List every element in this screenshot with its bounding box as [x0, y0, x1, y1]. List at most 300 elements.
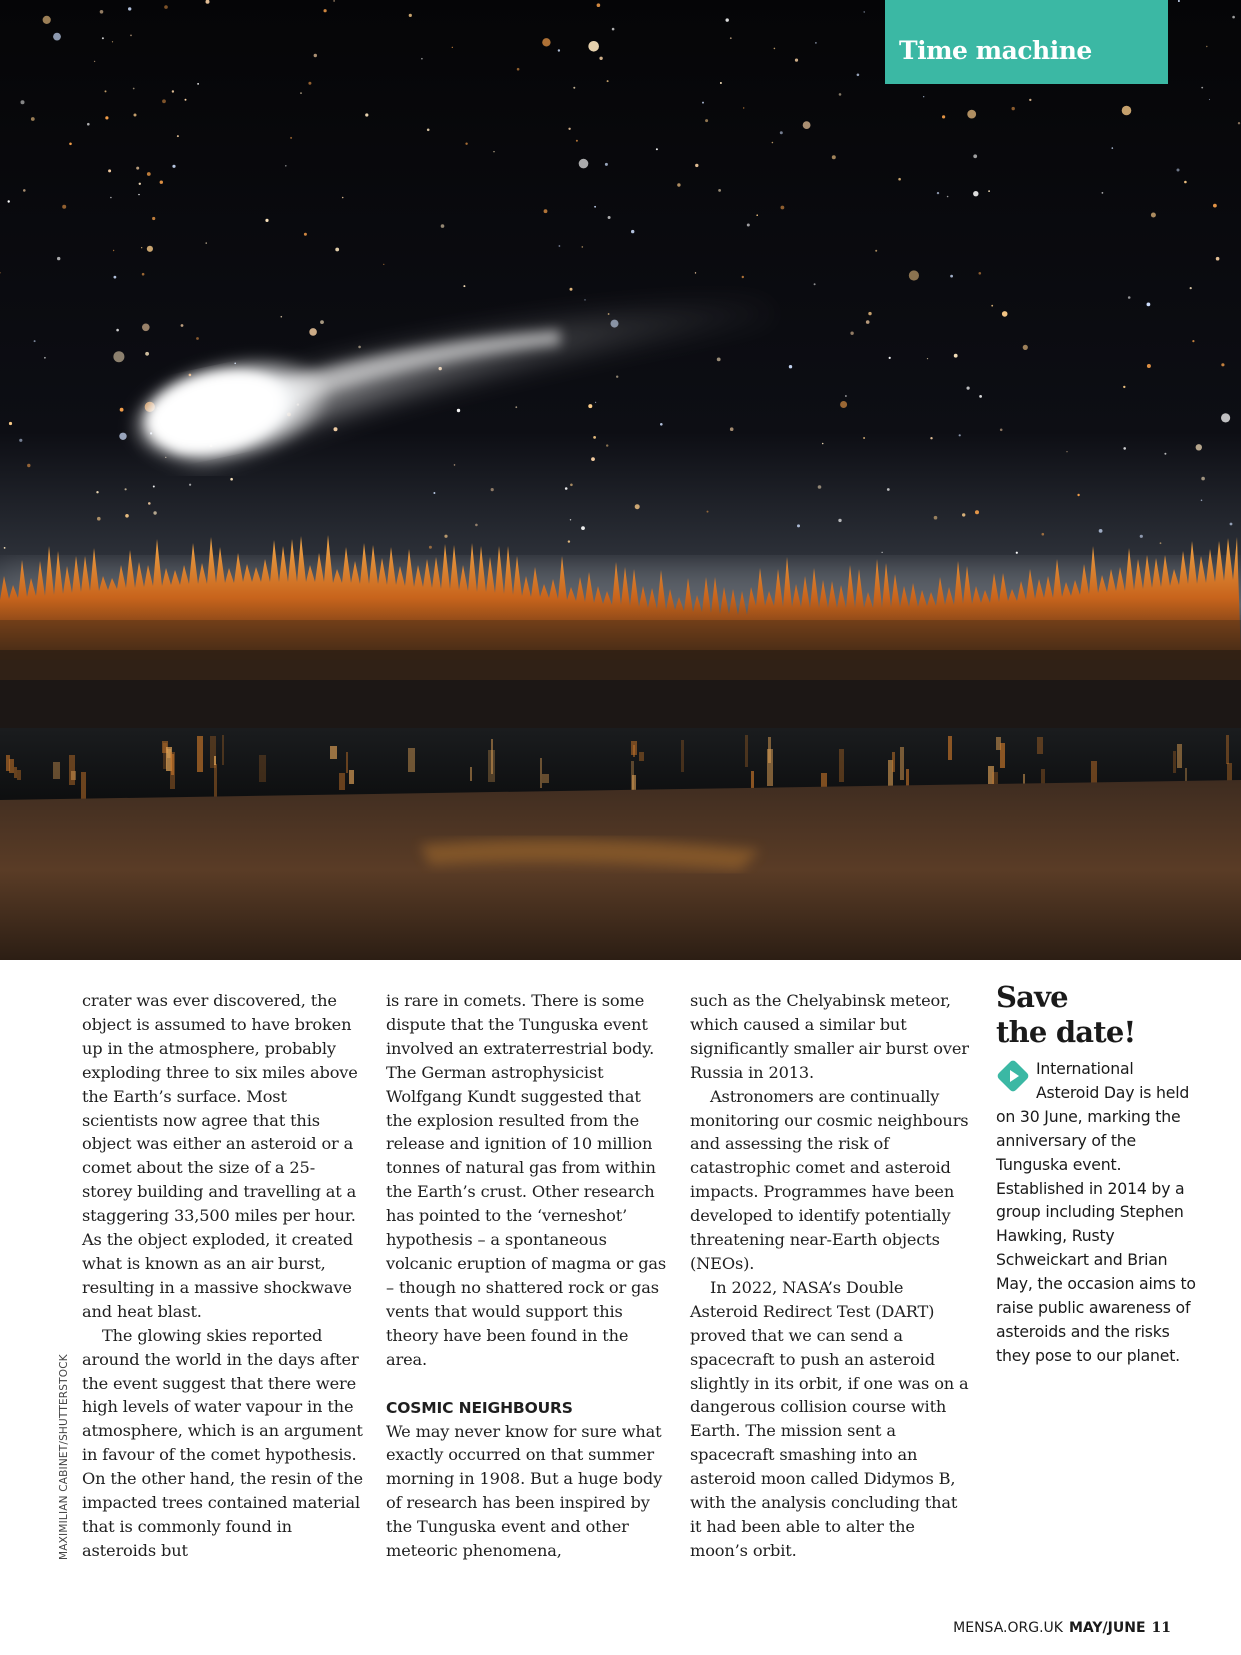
water-reflection	[349, 770, 354, 784]
star	[1077, 494, 1079, 496]
paragraph: Astronomers are continually monitoring our cosmic neighbours and assessing the risk of catastrophic comet and asteroid impacts. Programmes have been developed to identify potentially threatening near-Earth objects (NEOs).	[690, 1086, 969, 1273]
water-reflection	[214, 756, 216, 765]
star	[147, 246, 153, 252]
star	[576, 140, 578, 142]
star	[950, 275, 953, 278]
star	[1016, 552, 1018, 554]
star	[882, 552, 883, 553]
star	[475, 524, 478, 527]
star	[44, 357, 46, 359]
star	[100, 10, 104, 14]
star	[845, 395, 847, 397]
water-reflection	[171, 754, 174, 775]
star	[1201, 500, 1203, 502]
star	[979, 395, 982, 398]
star	[304, 233, 307, 236]
star	[839, 93, 842, 96]
water-reflection	[1091, 761, 1097, 785]
star	[206, 242, 207, 243]
water-reflection	[1177, 744, 1182, 768]
star	[133, 88, 135, 90]
star	[493, 151, 494, 152]
star	[875, 250, 877, 252]
star	[136, 167, 139, 170]
sidebar-body: International Asteroid Day is held on 30 June, marking the anniversary of the Tunguska event. Established in 2014 by a group including Stephen Hawking, Rusty Schweickart and Brian May, the occasion aims to raise public awareness of asteroids and the risks they pose to our planet.	[996, 1059, 1196, 1365]
star	[105, 116, 108, 119]
star	[1221, 413, 1230, 422]
star	[612, 28, 615, 31]
paragraph: such as the Chelyabinsk meteor, which caused a similar but significantly smaller air burst over Russia in 2013.	[690, 991, 969, 1082]
star	[962, 513, 965, 516]
star	[570, 288, 573, 291]
water-reflection	[633, 745, 635, 757]
star	[772, 142, 774, 144]
star	[631, 230, 634, 233]
star	[705, 119, 708, 122]
water-reflection	[222, 735, 224, 765]
article-column-3	[690, 989, 972, 1563]
star	[335, 248, 339, 252]
star	[189, 484, 191, 486]
star	[803, 121, 811, 129]
article-column-1	[82, 989, 364, 1563]
star	[818, 485, 822, 489]
star	[717, 358, 721, 362]
star	[1112, 147, 1114, 149]
water-reflection	[542, 774, 549, 783]
water-reflection	[1000, 743, 1005, 768]
section-tag: Time machine	[885, 0, 1168, 84]
star	[43, 16, 51, 24]
star	[635, 504, 640, 509]
star	[181, 324, 184, 327]
star	[616, 376, 618, 378]
star	[838, 519, 841, 522]
star	[342, 197, 344, 199]
page-number: 11	[1151, 1620, 1171, 1636]
star	[544, 209, 548, 213]
star	[34, 340, 36, 342]
star	[898, 178, 901, 181]
star	[162, 99, 166, 103]
star	[457, 409, 460, 412]
water-reflection	[408, 748, 415, 772]
star	[1023, 345, 1028, 350]
star	[695, 272, 696, 273]
star	[138, 194, 139, 195]
star	[145, 352, 149, 356]
star	[333, 0, 335, 2]
star	[840, 401, 847, 408]
star	[69, 143, 72, 146]
star	[864, 11, 865, 12]
star	[119, 433, 126, 440]
water-reflection	[821, 773, 827, 787]
star	[591, 457, 595, 461]
star	[1177, 169, 1180, 172]
star	[19, 439, 22, 442]
water-reflection	[259, 755, 266, 782]
star	[1201, 87, 1203, 89]
water-reflection	[745, 735, 748, 767]
star	[559, 245, 561, 247]
save-the-date-sidebar	[996, 980, 1196, 1368]
article-column-2	[386, 989, 668, 1563]
star	[314, 54, 317, 57]
water-reflection	[639, 752, 644, 761]
star	[265, 219, 268, 222]
star	[570, 519, 571, 520]
star	[991, 305, 993, 307]
sidebar-text	[996, 1057, 1196, 1368]
star	[491, 488, 494, 491]
star	[164, 5, 168, 9]
star	[756, 214, 758, 216]
water-reflection	[17, 770, 21, 780]
star	[730, 427, 734, 431]
star	[429, 546, 432, 549]
star	[581, 526, 585, 530]
star	[177, 135, 179, 137]
star	[153, 486, 155, 488]
star	[324, 9, 327, 12]
star	[558, 49, 560, 51]
star	[584, 299, 585, 300]
star	[116, 329, 119, 332]
star	[517, 68, 520, 71]
star	[1221, 363, 1224, 366]
footer-site: MENSA.ORG.UK	[953, 1620, 1063, 1636]
star	[1029, 99, 1031, 101]
star	[1123, 447, 1126, 450]
footer-issue: MAY/JUNE	[1068, 1620, 1146, 1636]
star	[1230, 523, 1233, 526]
star	[568, 128, 570, 130]
star	[309, 328, 317, 336]
star	[197, 83, 199, 85]
star	[130, 35, 132, 37]
photo-credit: MAXIMILIAN CABINET/SHUTTERSTOCK	[58, 1354, 70, 1560]
star	[383, 264, 384, 265]
star	[588, 41, 599, 52]
star	[320, 320, 324, 324]
water-reflection	[470, 767, 472, 781]
star	[1099, 529, 1103, 533]
subheading: COSMIC NEIGHBOURS	[386, 1398, 573, 1417]
star	[1122, 106, 1132, 116]
star	[62, 205, 66, 209]
water-reflection	[1226, 735, 1229, 764]
star	[947, 196, 949, 198]
star	[196, 337, 199, 340]
water-reflection	[491, 739, 493, 774]
play-icon	[996, 1059, 1030, 1093]
star	[465, 143, 467, 145]
star	[1000, 429, 1003, 432]
star	[102, 37, 104, 39]
star	[21, 100, 25, 104]
water-reflection	[53, 762, 60, 779]
star	[110, 197, 112, 199]
star	[582, 246, 584, 248]
paragraph: We may never know for sure what exactly occurred on that summer morning in 1908. But a huge body of research has been inspired by the Tunguska event and other meteoric phenomena,	[386, 1421, 663, 1561]
star	[850, 332, 853, 335]
star	[780, 131, 783, 134]
star	[695, 164, 698, 167]
star	[139, 183, 141, 185]
star	[565, 487, 568, 490]
star	[427, 129, 430, 132]
water-reflection	[751, 771, 754, 789]
water-reflection	[71, 771, 76, 780]
paragraph: crater was ever discovered, the object is assumed to have broken up in the atmosphere, probably exploding three to six miles above the Earth’s surface. Most scientists now agree that this object was either an asteroid or a comet about the size of a 25-storey building and travelling at a staggering 33,500 miles per hour. As the object exploded, it created what is known as an air burst, resulting in a massive shockwave and heat blast.	[82, 991, 358, 1321]
paragraph: In 2022, NASA’s Double Asteroid Redirect Test (DART) proved that we can send a spacecraft to push an asteroid slightly in its orbit, if one was on a dangerous collision course with Earth. The mission sent a spacecraft smashing into an asteroid moon called Didymos B, with the analysis concluding that it had been able to alter the moon’s orbit.	[690, 1277, 969, 1560]
water-reflection	[948, 736, 952, 760]
water-reflection	[681, 740, 684, 772]
star	[113, 250, 114, 251]
star	[822, 443, 824, 445]
star	[568, 540, 570, 542]
star	[718, 189, 721, 192]
star	[656, 148, 658, 150]
star	[774, 48, 776, 50]
star	[1164, 453, 1166, 455]
star	[923, 96, 924, 97]
star	[409, 14, 412, 17]
star	[1238, 122, 1240, 124]
water-reflection	[9, 759, 14, 773]
star	[887, 488, 890, 491]
star	[608, 313, 610, 315]
page-footer	[953, 1620, 1171, 1636]
star	[160, 181, 163, 184]
star	[605, 163, 608, 166]
star	[285, 165, 287, 167]
sidebar-title	[996, 980, 1196, 1050]
star	[134, 114, 137, 117]
paragraph: is rare in comets. There is some dispute that the Tunguska event involved an extraterrestrial body. The German astrophysicist Wolfgang Kundt suggested that the explosion resulted from the release and ignition of 10 million tonnes of natural gas from within the Earth’s crust. Other research has pointed to the ‘verneshot’ hypothesis – a spontaneous volcanic eruption of magma or gas – though no shattered rock or gas vents that would support this theory have been found in the area.	[386, 991, 667, 1369]
water-reflection	[197, 736, 203, 772]
star	[959, 434, 961, 436]
star	[942, 115, 945, 118]
star	[988, 190, 990, 192]
water-reflection	[900, 747, 904, 780]
star	[452, 47, 453, 48]
star	[172, 165, 175, 168]
star	[1178, 0, 1180, 2]
star	[1066, 451, 1067, 452]
star	[747, 224, 750, 227]
water-reflection	[768, 737, 771, 763]
star	[1216, 257, 1220, 261]
star	[832, 155, 836, 159]
star	[1201, 477, 1205, 481]
star	[230, 478, 233, 481]
star	[889, 357, 891, 359]
star	[954, 354, 958, 358]
star	[1160, 542, 1162, 544]
star	[300, 92, 302, 94]
star	[142, 324, 150, 332]
star	[114, 276, 117, 279]
water-reflection	[346, 752, 348, 773]
star	[454, 464, 456, 466]
star	[1206, 46, 1207, 47]
star	[441, 224, 445, 228]
star	[125, 514, 129, 518]
star	[1140, 535, 1143, 538]
star	[1190, 287, 1192, 289]
star	[863, 437, 865, 439]
star	[105, 90, 107, 92]
star	[781, 206, 785, 210]
star	[1151, 213, 1156, 218]
star	[1196, 444, 1202, 450]
star	[444, 535, 447, 538]
star	[599, 57, 602, 60]
star	[421, 58, 423, 60]
star	[1184, 181, 1187, 184]
star	[334, 427, 338, 431]
sidebar-title-line-2: the date!	[996, 1015, 1136, 1049]
water-reflection	[839, 749, 844, 782]
star	[172, 90, 174, 92]
star	[1002, 311, 1008, 317]
star	[1042, 533, 1045, 536]
star	[185, 99, 187, 101]
star	[9, 422, 12, 425]
star	[594, 206, 596, 208]
star	[97, 517, 101, 521]
star	[927, 358, 928, 359]
water-reflection	[330, 746, 337, 759]
star	[909, 270, 919, 280]
star	[975, 510, 979, 514]
star	[677, 183, 680, 186]
star	[4, 547, 6, 549]
water-reflection	[339, 773, 345, 790]
star	[53, 33, 61, 41]
star	[967, 387, 970, 390]
star	[595, 402, 596, 403]
star	[27, 464, 30, 467]
water-reflection	[14, 767, 17, 778]
star	[108, 169, 111, 172]
star	[1232, 16, 1235, 19]
star	[570, 484, 573, 487]
star	[153, 511, 156, 514]
water-reflection	[69, 755, 75, 785]
water-reflection	[892, 752, 895, 772]
star	[281, 316, 283, 318]
star	[1102, 192, 1104, 194]
star	[96, 491, 98, 493]
star	[702, 102, 704, 104]
water-reflection	[1173, 751, 1176, 773]
star	[433, 492, 435, 494]
star	[597, 3, 601, 7]
star	[112, 41, 113, 42]
star	[1213, 204, 1217, 208]
star	[606, 444, 608, 446]
water-reflection	[540, 758, 542, 788]
sidebar-title-line-1: Save	[996, 980, 1068, 1014]
star	[87, 123, 90, 126]
star	[1012, 107, 1015, 110]
star	[1209, 99, 1210, 100]
star	[815, 42, 817, 44]
water-reflection	[214, 764, 217, 799]
star	[128, 7, 131, 10]
star	[979, 272, 982, 275]
star	[113, 351, 124, 362]
star	[1128, 296, 1131, 299]
water-reflection	[1227, 763, 1232, 782]
star	[707, 511, 709, 513]
star	[515, 406, 517, 408]
star	[463, 285, 465, 287]
star	[8, 200, 10, 202]
paragraph: The glowing skies reported around the world in the days after the event suggest that there were high levels of water vapour in the atmosphere, which is an argument in favour of the comet hypothesis. On the other hand, the resin of the impacted trees contained material that is commonly found in asteroids but	[82, 1325, 363, 1560]
star	[1123, 386, 1125, 388]
star	[57, 257, 60, 260]
star	[1192, 340, 1194, 342]
star	[365, 113, 368, 116]
star	[868, 312, 871, 315]
star	[141, 247, 142, 248]
star	[967, 110, 976, 119]
star	[147, 172, 151, 176]
star	[730, 37, 732, 39]
star	[1147, 364, 1151, 368]
star	[573, 87, 575, 89]
star	[607, 80, 609, 82]
star	[789, 365, 792, 368]
star	[542, 38, 550, 46]
star	[23, 189, 26, 192]
star	[358, 346, 361, 349]
star	[588, 404, 592, 408]
star	[1147, 303, 1151, 307]
star	[934, 516, 938, 520]
star	[814, 283, 816, 285]
star	[795, 59, 798, 62]
star	[125, 488, 127, 490]
star	[973, 191, 978, 196]
star	[290, 137, 292, 139]
star	[866, 320, 870, 324]
star	[142, 273, 145, 276]
star	[930, 437, 932, 439]
star	[31, 117, 35, 121]
water-reflection	[1037, 737, 1043, 754]
star	[660, 423, 663, 426]
star	[94, 61, 95, 62]
star	[973, 154, 977, 158]
star	[797, 524, 800, 527]
star	[742, 276, 744, 278]
star	[743, 107, 744, 108]
star	[857, 74, 860, 77]
star	[308, 82, 311, 85]
star	[608, 216, 611, 219]
star	[726, 18, 729, 21]
star	[937, 192, 939, 194]
star	[579, 159, 589, 169]
star	[720, 82, 722, 84]
star	[152, 217, 155, 220]
star	[593, 436, 596, 439]
